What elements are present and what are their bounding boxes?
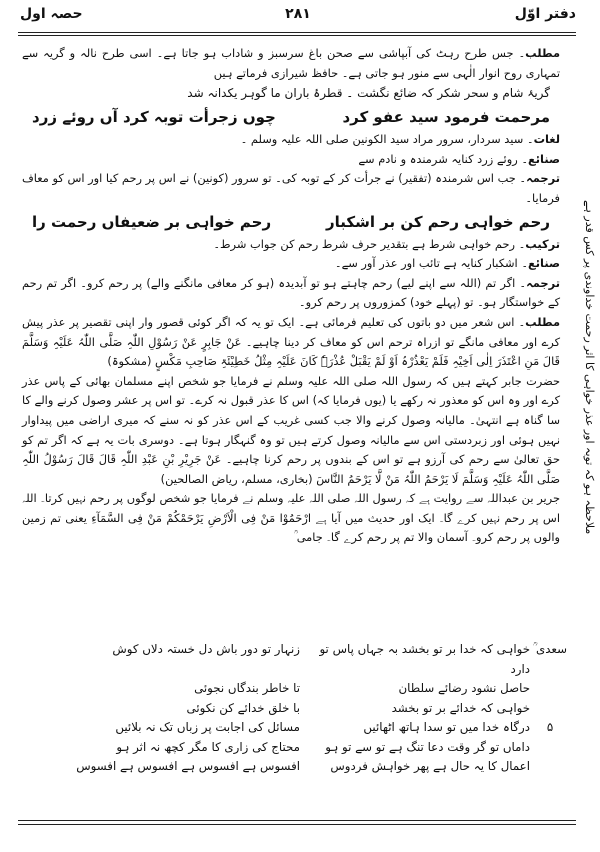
para-text: ۔ اس شعر میں دو باتوں کی تعلیم فرمائی ہے۔ ایک تو یہ کہ اگر کوئی قصور وار اپنی تقصیر پر عذر پیش کرے اور معافی مانگے تو ازراہ ترحم اس کو معاف کر دینا چاہیے۔ عَنْ جَابِرٍ عَنْ رَسُوْلِ اللّٰہِ صَلَّی اللّٰہُ عَلَیْہِ وَسَلَّمَ قَالَ مَنِ اعْتَذَرَ اِلٰی اَخِیْہِ فَلَمْ یَعْذُرْہُ اَوْ لَمْ یَقْبَلْ عُذْرَہٗ کَانَ عَلَیْہِ مِثْلُ خَطِیْئَۃِ صَاحِبِ مَکْسٍ (مشکوۃ) — [22, 314, 560, 369]
persian-couplet — [22, 83, 560, 104]
para-text: ۔ جس طرح رہٹ کی آبپاشی سے صحن باغ سرسبز و شاداب ہو جاتا ہے۔ اسی طرح نالہ و گریہ سے تمہاری روح انوار الٰہی سے منور ہو جاتی ہے۔ حافظ شیرازی فرماتے ہیں — [22, 46, 560, 80]
poem-line: افسوس ہے افسوس ہے افسوس ہے افسوس — [76, 759, 300, 773]
poem-line: حاصل نشود رضائے سلطان — [398, 681, 530, 695]
paragraph — [22, 313, 560, 372]
poem-line: تا خاطر بندگاں نجوئی — [194, 681, 300, 695]
poem-line: خواہی کہ خدا بر تو بخشد بہ جہاں پاس تو دارد — [319, 642, 530, 676]
para-label: صنائع — [528, 256, 560, 271]
couplet-line: گریۂ شام و سحر شکر کہ ضائع نگشت ۔ قطرۂ باران ما گوہر یکدانہ شد — [187, 86, 550, 101]
para-text: ۔ روئے زرد کنایہ شرمندہ و نادم سے — [358, 151, 528, 166]
poet-name: سعدی ؒ — [533, 642, 567, 656]
poem-line: درگاہ خدا میں تو سدا ہاتھ اٹھائیں — [363, 720, 530, 734]
paragraph — [22, 372, 560, 490]
paragraph — [22, 150, 560, 170]
footer-rule-2 — [18, 824, 576, 825]
para-text: ۔ سید سردار، سرور مراد سید الکونین صلی اللہ علیہ وسلم ۔ — [240, 132, 534, 147]
poem-row — [22, 757, 570, 777]
poem-line: داماں تو گر وقت دعا تنگ ہے تو سے تو ہو — [325, 739, 530, 754]
book-title: دفتر اوّل — [514, 6, 576, 22]
paragraph — [22, 254, 560, 274]
para-label: ترجمہ — [526, 275, 560, 290]
para-text: ۔ رحم خواہی شرط ہے بتقدیر حرف شرط رحم کن جواب شرط۔ — [213, 236, 526, 251]
paragraph — [22, 235, 560, 255]
para-label: ترکیب — [525, 236, 560, 251]
masnavi-verse — [22, 209, 560, 235]
header-rule-2 — [18, 35, 576, 36]
footer-rule — [18, 820, 576, 821]
para-text: حضرت جابر کہتے ہیں کہ رسول اللہ صلی اللہ علیہ وسلم نے فرمایا جو شخص اپنے مسلمان بھائی کے پاس عذر کرے اور وہ اس کو معذور نہ رکھے یا (یوں فرمایا کہ) اس کا عذر قبول نہ کرے۔ تو اس پر عشر وصول کرنے والے کا سا گناہ ہے انتہیٰ۔ مالیانہ وصول کرنے والا جب کسی غریب کے اس عذر کو نہ سنے کہ میری اراضی میں پیداوار نہیں ہوئی اور زبردستی اس سے مالیانہ وصول کرتے ہیں تو وہ گنہگار ہوتا ہے۔ دوسری بات یہ ہے کہ اگر تم کو حق تعالیٰ سے رحم کی آرزو ہے تو اس کے بندوں پر رحم کرنا چاہیے۔ عَنْ جَرِیْرِ بْنِ عَبْدِ اللّٰہِ قَالَ قَالَ رَسُوْلُ اللّٰہِ صَلَّی اللّٰہُ عَلَیْہِ وَسَلَّمَ لَا یَرْحَمُ اللّٰہُ مَنْ لَّا یَرْحَمُ النَّاسَ (بخاری، مسلم، ریاض الصالحین) — [22, 373, 560, 486]
para-label: مطلب — [525, 314, 560, 329]
page-number: ۲۸۱ — [285, 6, 311, 22]
verse-hemistich-2: چوں زجرأت توبہ کرد آں روئے زرد — [32, 108, 276, 127]
poem-row — [22, 699, 570, 719]
poem-row — [22, 679, 570, 699]
page-header — [20, 6, 576, 28]
verse-number: ۵ — [546, 720, 554, 734]
closing-poem — [22, 640, 570, 780]
para-label: لغات — [533, 132, 560, 147]
header-rule — [18, 32, 576, 33]
para-label: مطلب — [525, 46, 560, 60]
masnavi-verse — [22, 104, 560, 130]
verse-hemistich-1: مرحمت فرمود سید عفو کرد — [342, 108, 550, 127]
verse-hemistich-1: رحم خواہی رحم کن بر اشکبار — [325, 212, 550, 231]
paragraph — [22, 169, 560, 208]
poem-line: اعمال کا یہ حال ہے پھر خواہش فردوس — [330, 759, 530, 773]
para-text: جریر بن عبداللہ سے روایت ہے کہ رسول اللہ صلی اللہ علیہ وسلم نے فرمایا جو شخص لوگوں پر رحم نہیں کرتا۔ اللہ اس پر رحم نہیں کرے گا۔ ایک اور حدیث میں آیا ہے ارْحَمُوْا مَنْ فِی الْاَرْضِ یَرْحَمْکُمْ مَنْ فِی السَّمَآءِ یعنی تم زمین والوں پر رحم کرو۔ آسمان والا تم پر رحم کرے گا۔ جامی ؒ — [22, 491, 560, 545]
poem-line: با خلق خدائے کن نکوئی — [186, 700, 300, 715]
part-label: حصہ اول — [20, 6, 83, 22]
poem-line: مسائل کی اجابت پر زباں تک نہ بلائیں — [115, 720, 300, 734]
poem-line: محتاج کی زاری کا مگر کچھ نہ اثر ہو — [116, 739, 300, 754]
paragraph — [22, 130, 560, 150]
poem-line: زنہار تو دور باش دل خستہ دلاں کوش — [112, 642, 300, 656]
para-label: ترجمہ — [526, 171, 560, 186]
paragraph — [22, 274, 560, 313]
poem-row — [22, 718, 570, 738]
paragraph — [22, 489, 560, 548]
poem-row — [22, 738, 570, 758]
poem-row — [22, 640, 570, 679]
para-text: ۔ اشکبار کنایہ ہے تائب اور عذر آور سے۔ — [334, 256, 528, 271]
verse-hemistich-2: رحم خواہی بر ضعیفاں رحمت را — [32, 212, 272, 231]
para-text: ۔ اگر تم (اللہ سے اپنے لیے) رحم چاہتے ہو تو آبدیدہ (ہو کر معافی مانگنے والے) پر رحم کرو۔ اگر تم رحم کے خواستگار ہو۔ تو (پہلے خود) کمزوروں پر رحم کرو۔ — [22, 275, 560, 310]
paragraph — [22, 44, 560, 83]
margin-note — [566, 200, 596, 620]
poem-line: خواہی کہ خدائے بر تو بخشد — [391, 700, 530, 715]
para-label: صنائع — [528, 151, 560, 166]
para-text: ۔ جب اس شرمندہ (تفقیر) نے جرأت کر کے توبہ کی۔ تو سرور (کونین) نے اس پر رحم کیا اور اس کو معاف فرمایا۔ — [22, 171, 560, 205]
margin-note-text: ملاحظہ ہو کہ توبہ اور عذر خواہی کا اثر رحمت خداوندی پر کس قدر ہے — [583, 200, 596, 535]
